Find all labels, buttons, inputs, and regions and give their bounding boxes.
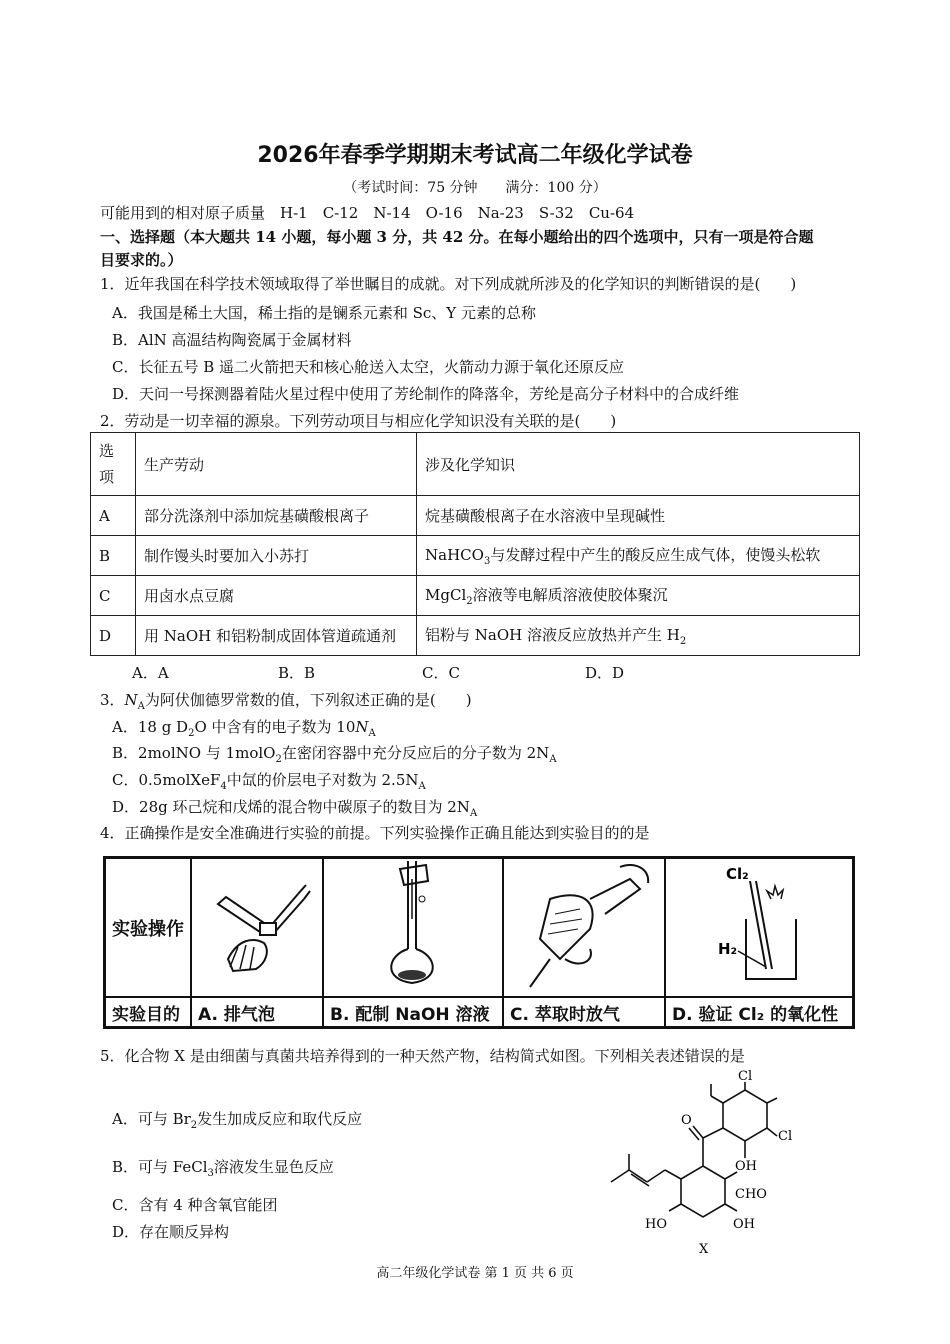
page-footer: 高二年级化学试卷 第 1 页 共 6 页 bbox=[376, 1266, 574, 1281]
section-heading-line2: 目要求的。） bbox=[100, 251, 183, 269]
experiment-b-illustration bbox=[323, 858, 503, 998]
row-knowledge: 烷基磺酸根离子在水溶液中呈现碱性 bbox=[417, 496, 860, 536]
q2-stem: 2．劳动是一切幸福的源泉。下列劳动项目与相应化学知识没有关联的是( ) bbox=[100, 412, 617, 430]
separatory-funnel-icon bbox=[510, 859, 658, 991]
burette-hand-icon bbox=[198, 859, 316, 991]
svg-text:X: X bbox=[699, 1242, 709, 1257]
row-label-purpose: 实验目的 bbox=[105, 997, 192, 1028]
q2-choice-c: C．C bbox=[422, 664, 460, 682]
svg-text:CHO: CHO bbox=[735, 1187, 767, 1202]
q3-stem: 3．$N_A$为阿伏伽德罗常数的值，下列叙述正确的是( ) bbox=[100, 691, 472, 712]
q5-option-c: C．含有 4 种含氧官能团 bbox=[112, 1196, 278, 1214]
purpose-b: B. 配制 NaOH 溶液 bbox=[323, 997, 503, 1028]
row-labor: 用卤水点豆腐 bbox=[136, 576, 417, 616]
q2-choice-d: D．D bbox=[585, 664, 625, 682]
experiment-c-illustration bbox=[503, 858, 665, 998]
header-option-char1: 选 bbox=[99, 442, 115, 460]
experiment-d-illustration bbox=[665, 858, 854, 998]
svg-text:HO: HO bbox=[645, 1217, 667, 1232]
q5-option-a: A．可与 $Br_2$发生加成反应和取代反应 bbox=[112, 1110, 363, 1131]
cl2-label: Cl₂ bbox=[726, 865, 749, 883]
q3-option-c: C．0.5molXeF$_4$中氙的价层电子对数为 $2.5N_A$ bbox=[112, 771, 426, 792]
table-row bbox=[91, 536, 860, 576]
table-header-row bbox=[91, 433, 860, 496]
q1-option-a: A．我国是稀土大国，稀土指的是镧系元素和 Sc、Y 元素的总称 bbox=[112, 304, 536, 322]
q2-choice-a: A．A bbox=[132, 664, 169, 682]
q2-choice-b: B．B bbox=[278, 664, 316, 682]
row-label-operation: 实验操作 bbox=[105, 858, 192, 998]
q5-stem: 5．化合物 X 是由细菌与真菌共培养得到的一种天然产物，结构简式如图。下列相关表述错误的是 bbox=[100, 1047, 745, 1065]
section-heading-line1: 一、选择题（本大题共 14 小题，每小题 3 分，共 42 分。在每小题给出的四个选项中，只有一项是符合题 bbox=[100, 228, 814, 246]
purpose-d: D. 验证 Cl₂ 的氧化性 bbox=[665, 997, 854, 1028]
volumetric-flask-icon bbox=[330, 859, 496, 991]
table-row bbox=[91, 616, 860, 656]
q5-option-d: D．存在顺反异构 bbox=[112, 1223, 230, 1241]
header-labor: 生产劳动 bbox=[136, 433, 417, 496]
purpose-c: C. 萃取时放气 bbox=[503, 997, 665, 1028]
q1-option-c: C．长征五号 B 遥二火箭把天和核心舱送入太空，火箭动力源于氧化还原反应 bbox=[112, 358, 625, 376]
row-knowledge: MgCl$_2$溶液等电解质溶液使胶体聚沉 bbox=[417, 576, 860, 616]
q1-option-d: D．天问一号探测器着陆火星过程中使用了芳纶制作的降落伞，芳纶是高分子材料中的合成纤维 bbox=[112, 385, 740, 403]
atomic-masses: 可能用到的相对原子质量 H-1 C-12 N-14 O-16 Na-23 S-32 Cu-64 bbox=[100, 204, 635, 222]
svg-text:Cl: Cl bbox=[738, 1070, 753, 1084]
svg-text:O: O bbox=[681, 1113, 692, 1128]
q1-option-b: B．AlN 高温结构陶瓷属于金属材料 bbox=[112, 331, 352, 349]
svg-text:Cl: Cl bbox=[778, 1129, 793, 1144]
table-row bbox=[91, 496, 860, 536]
row-labor: 用 NaOH 和铝粉制成固体管道疏通剂 bbox=[136, 616, 417, 656]
q4-stem: 4．正确操作是安全准确进行实验的前提。下列实验操作正确且能达到实验目的的是 bbox=[100, 824, 650, 842]
gas-jar-icon bbox=[666, 859, 852, 991]
svg-text:OH: OH bbox=[733, 1217, 755, 1232]
experiment-a-illustration bbox=[191, 858, 323, 998]
row-labor: 制作馒头时要加入小苏打 bbox=[136, 536, 417, 576]
row-knowledge: NaHCO$_3$与发酵过程中产生的酸反应生成气体，使馒头松软 bbox=[417, 536, 860, 576]
table-row bbox=[105, 858, 854, 998]
table-row bbox=[91, 576, 860, 616]
q1-stem: 1．近年我国在科学技术领域取得了举世瞩目的成就。对下列成就所涉及的化学知识的判断错误的是( ) bbox=[100, 275, 797, 293]
q3-option-d: D．28g 环己烷和戊烯的混合物中碳原子的数目为 $2N_A$ bbox=[112, 798, 478, 819]
row-option: C bbox=[91, 576, 136, 616]
header-option-char2: 项 bbox=[99, 468, 115, 486]
q3-option-b: B．2molNO 与 1molO$_2$在密闭容器中充分反应后的分子数为 $2N_A$ bbox=[112, 744, 557, 765]
table-row bbox=[105, 997, 854, 1028]
page-title: 2026年春季学期期末考试高二年级化学试卷 bbox=[257, 143, 693, 168]
header-knowledge: 涉及化学知识 bbox=[417, 433, 860, 496]
exam-info: （考试时间：75 分钟 满分：100 分） bbox=[343, 180, 607, 196]
q4-experiment-table bbox=[103, 856, 855, 1029]
header-option bbox=[91, 433, 136, 496]
q2-table bbox=[90, 432, 860, 656]
svg-text:OH: OH bbox=[735, 1159, 757, 1174]
purpose-a: A. 排气泡 bbox=[191, 997, 323, 1028]
h2-label: H₂ bbox=[718, 940, 738, 958]
q5-option-b: B．可与 FeCl$_3$溶液发生显色反应 bbox=[112, 1158, 334, 1179]
row-labor: 部分洗涤剂中添加烷基磺酸根离子 bbox=[136, 496, 417, 536]
row-option: A bbox=[91, 496, 136, 536]
row-option: B bbox=[91, 536, 136, 576]
row-option: D bbox=[91, 616, 136, 656]
row-knowledge: 铝粉与 NaOH 溶液反应放热并产生 $H_2$ bbox=[417, 616, 860, 656]
compound-x-structure bbox=[595, 1070, 810, 1260]
q3-option-a: A．18 g $D_2O$ 中含有的电子数为 $10N_A$ bbox=[112, 718, 376, 739]
